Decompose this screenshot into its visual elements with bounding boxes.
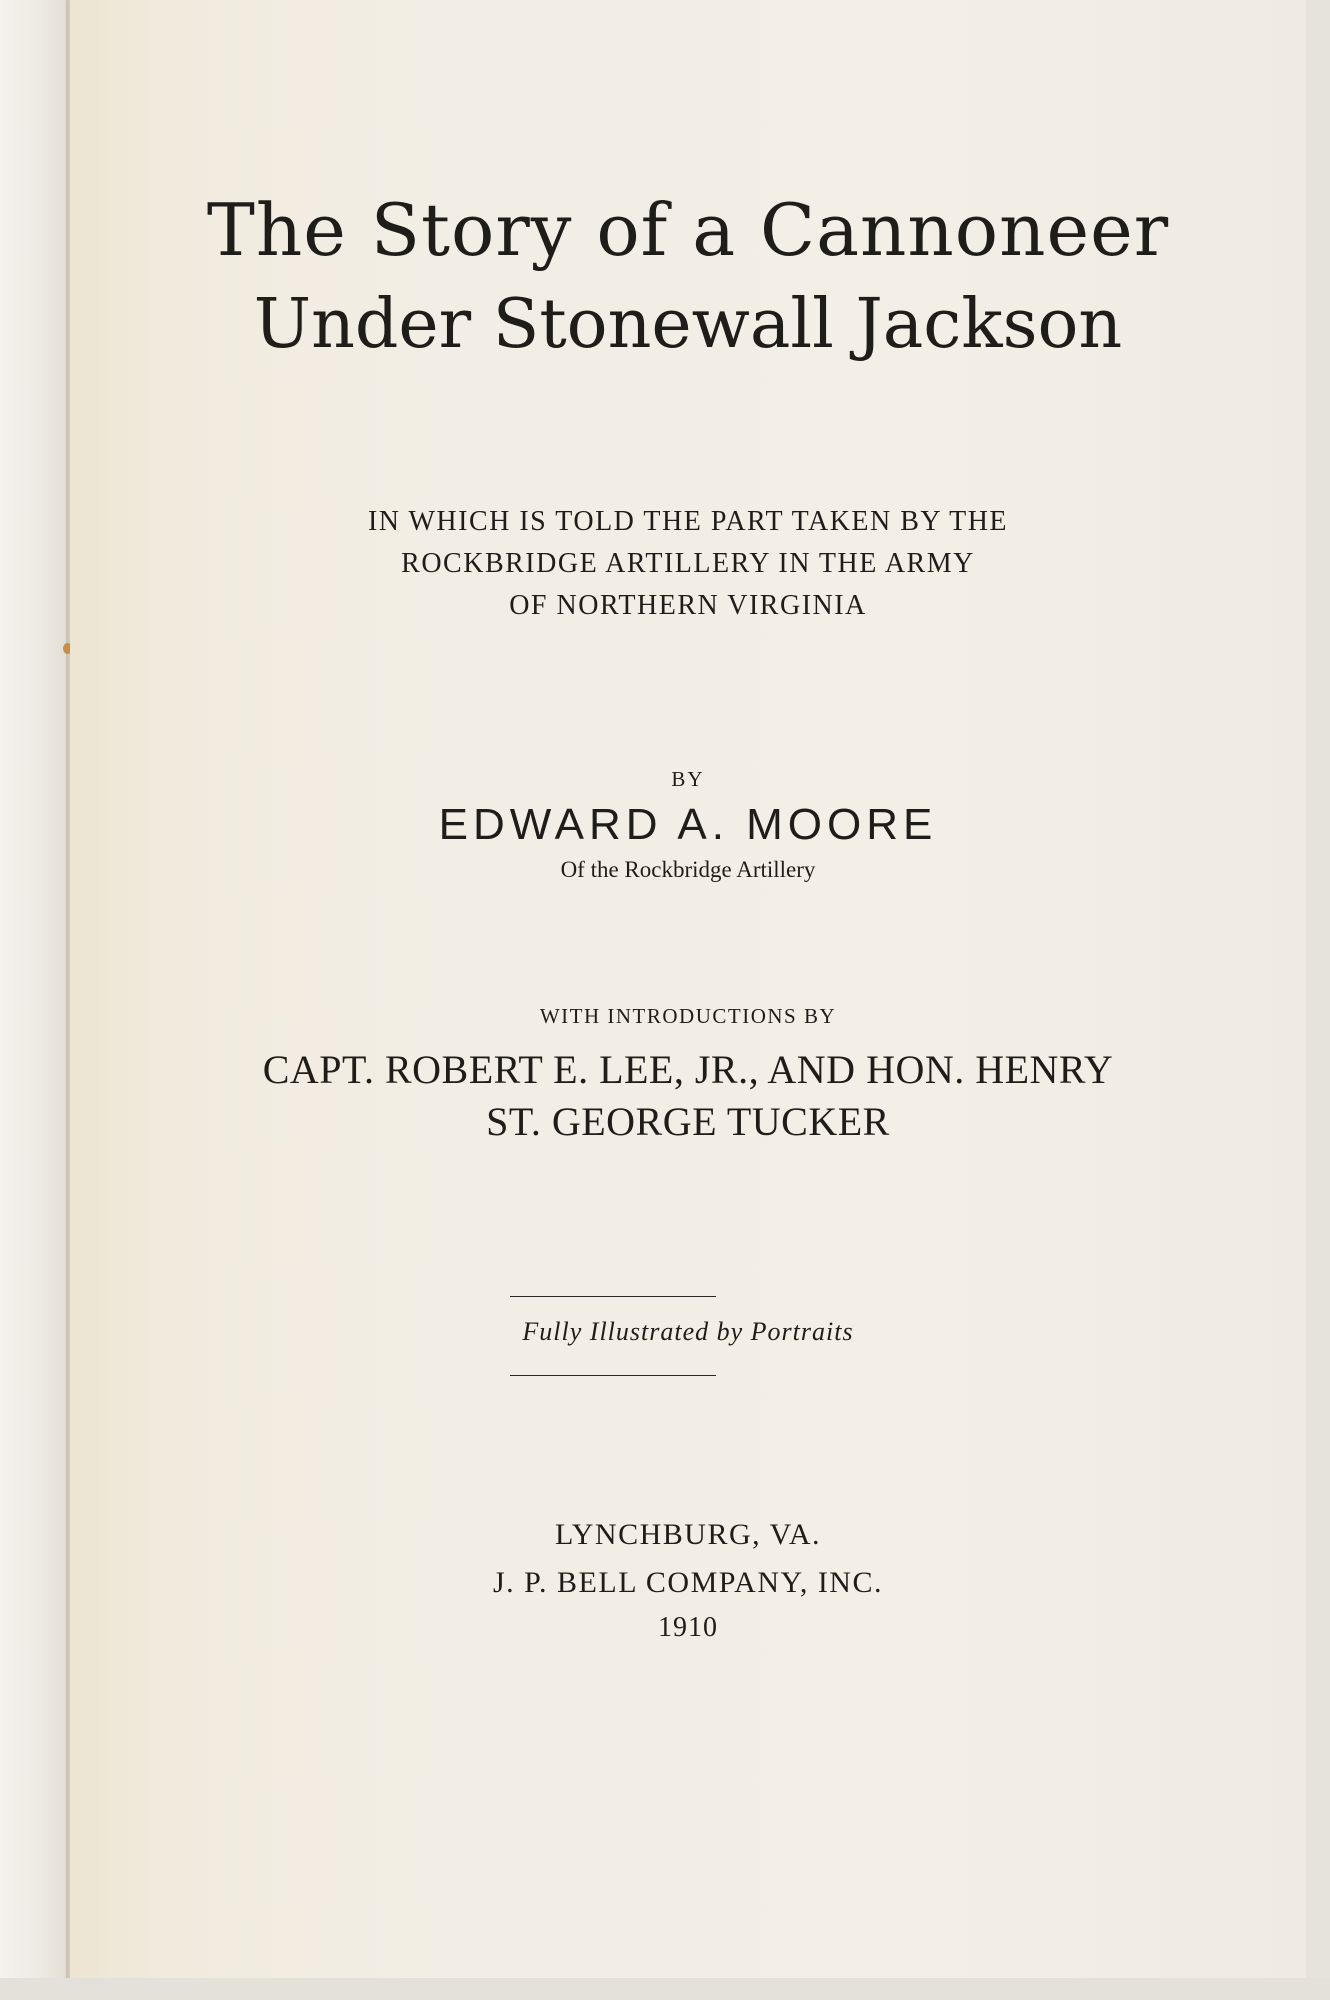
book-title-line-1: The Story of a Cannoneer xyxy=(206,188,1170,272)
subtitle-line-3: OF NORTHERN VIRGINIA xyxy=(509,590,867,621)
author-name: EDWARD A. MOORE xyxy=(438,800,938,849)
introductions-line-1: CAPT. ROBERT E. LEE, JR., AND HON. HENRY xyxy=(262,1047,1114,1092)
subtitle-line-2: ROCKBRIDGE ARTILLERY IN THE ARMY xyxy=(401,548,975,579)
author-affiliation: Of the Rockbridge Artillery xyxy=(560,857,816,882)
title-page xyxy=(70,0,1306,1978)
divider-rule-bottom xyxy=(510,1375,716,1376)
background-bottom xyxy=(0,1978,1330,2000)
publication-year: 1910 xyxy=(658,1612,718,1643)
publication-place: LYNCHBURG, VA. xyxy=(554,1518,822,1551)
introductions-label: WITH INTRODUCTIONS BY xyxy=(539,1004,837,1028)
page-stack-edge xyxy=(0,0,70,2000)
illustration-note: Fully Illustrated by Portraits xyxy=(522,1317,854,1346)
book-title-line-2: Under Stonewall Jackson xyxy=(253,285,1123,364)
by-label: BY xyxy=(671,767,705,791)
introductions-line-2: ST. GEORGE TUCKER xyxy=(486,1099,890,1144)
publisher-name: J. P. BELL COMPANY, INC. xyxy=(493,1566,883,1599)
divider-rule-top xyxy=(510,1296,716,1297)
subtitle-line-1: IN WHICH IS TOLD THE PART TAKEN BY THE xyxy=(367,506,1009,537)
background-right xyxy=(1306,0,1330,2000)
